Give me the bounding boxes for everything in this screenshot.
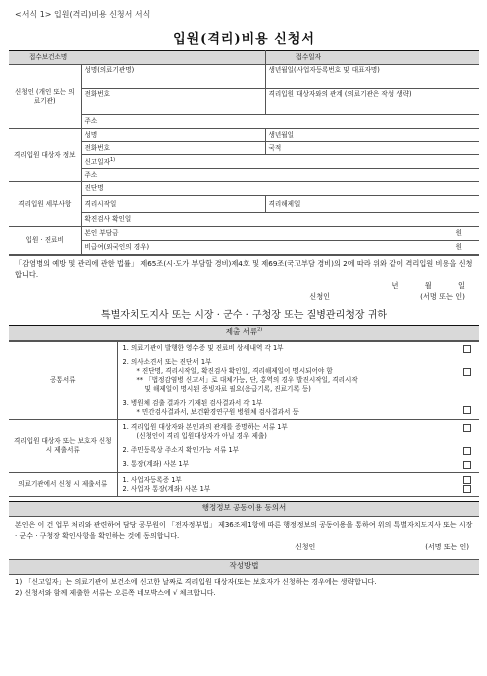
check-box[interactable]	[463, 424, 471, 432]
guardian-docs-checks	[455, 420, 479, 473]
form-header: <서식 1> 입원(격리)비용 신청서 서식	[15, 10, 151, 19]
date-line: 년 월 일	[391, 281, 465, 290]
patient-birth-field[interactable]: 생년월일	[265, 129, 479, 142]
diagnosis-field[interactable]: 진단명	[81, 182, 479, 196]
guide-item: 2) 신청서와 함께 제출한 서류는 오른쪽 네모박스에 √ 체크합니다.	[15, 589, 216, 597]
patient-address-field[interactable]: 주소	[81, 169, 479, 182]
noncovered-cost-field[interactable]: 비급여(외국인의 경우) 원	[81, 241, 479, 255]
patient-phone-field[interactable]: 전화번호	[81, 142, 265, 155]
patient-section: 격리입원 대상자 정보	[9, 129, 81, 182]
applicant-sign-line[interactable]: 신청인 (서명 또는 인)	[309, 292, 465, 301]
check-box[interactable]	[463, 461, 471, 469]
guardian-docs-label: 격리입원 대상자 또는 보호자 신청 시 제출서류	[9, 420, 117, 473]
applicant-relation-field[interactable]: 격리입원 대상자와의 관계 (의료기관은 작성 생략)	[265, 89, 479, 115]
docs-section-title: 제출 서류$^{2)}$	[9, 325, 479, 341]
recipient: 특별자치도지사 또는 시장 · 군수 · 구청장 또는 질병관리청장 귀하	[100, 310, 388, 321]
common-docs-list: 1. 의료기관이 발행한 영수증 및 진료비 상세내역 각 1부 2. 의사소견서 또는 진단서 1부 * 진단명, 격리시작일, 확진검사 확인일, 격리해제일이 명시되어야 함 ** 「법정감염병 신고서」로 대체가능, 단, 홍역의 경우 발진시작일, 격리시작 및 해제일이 명시된 증빙자료 필요(응급기록, 진료기록 등) 3. 병원체 검출 결과가 기재된 검사결과서 각 1부 * 민간검사결과서, 보건환경연구원 병원체 검사결과서 등	[117, 342, 455, 420]
check-box[interactable]	[463, 368, 471, 376]
consent-text: 본인은 이 건 업무 처리와 관련하여 담당 공무원이 「전자정부법」 제36조제1항에 따른 행정정보의 공동이용을 통하여 위의 특별자치도지사 또는 시장 · 군수 · 구청장 확인사항을 확인하는 것에 동의합니다.	[15, 521, 473, 540]
statement-text: 「감염병의 예방 및 관리에 관한 법률」 제65조(시·도가 부담할 경비)제4호 및 제69조(국고부담 경비)의 2에 따라 위와 같이 격리입원 비용을 신청합니다.	[15, 259, 473, 279]
receipt-office: 접수보건소명	[9, 51, 265, 65]
hospital-docs-list: 1. 사업자등록증 1부 2. 사업자 통장(계좌) 사본 1부	[117, 473, 455, 497]
applicant-birth-field[interactable]: 생년월일(사업자등록번호 및 대표자명)	[265, 65, 479, 89]
test-date-field[interactable]: 확진검사 확인일	[81, 213, 479, 227]
consent-sign-line[interactable]: 신청인 (서명 또는 인)	[294, 543, 469, 551]
guide-item: 1) 「신고일자」는 의료기관이 보건소에 신고한 날짜로 격리입원 대상자(또는 보호자가 신청하는 경우에는 생략합니다.	[15, 578, 377, 586]
isolation-start-field[interactable]: 격리시작일	[81, 196, 265, 213]
check-box[interactable]	[463, 345, 471, 353]
hospital-docs-label: 의료기관에서 신청 시 제출서류	[9, 473, 117, 497]
check-box[interactable]	[463, 476, 471, 484]
own-cost-field[interactable]: 본인 부담금 원	[81, 227, 479, 241]
receipt-date: 접수일자	[265, 51, 479, 65]
patient-name-field[interactable]: 성명	[81, 129, 265, 142]
isolation-end-field[interactable]: 격리해제일	[265, 196, 479, 213]
info-table	[9, 50, 479, 255]
check-box[interactable]	[463, 447, 471, 455]
hospital-docs-checks	[455, 473, 479, 497]
detail-section: 격리입원 세부사항	[9, 182, 81, 227]
patient-nationality-field[interactable]: 국적	[265, 142, 479, 155]
form-page	[9, 0, 479, 599]
common-docs-label: 공통서류	[9, 342, 117, 420]
check-box[interactable]	[463, 406, 471, 414]
check-box[interactable]	[463, 485, 471, 493]
common-docs-checks	[455, 342, 479, 420]
consent-section-title: 행정정보 공동이용 동의서	[9, 501, 479, 517]
applicant-address-field[interactable]: 주소	[81, 115, 479, 129]
cost-section: 입원 · 진료비	[9, 227, 81, 255]
applicant-phone-field[interactable]: 전화번호	[81, 89, 265, 115]
guide-section-title: 작성방법	[9, 559, 479, 575]
guardian-docs-list: 1. 격리입원 대상자와 본인과의 관계를 증명하는 서류 1부 (신청인이 격리 입원대상자가 아닐 경우 제출) 2. 주민등록상 주소지 확인가능 서류 1부 3. 통장(계좌) 사본 1부	[117, 420, 455, 473]
form-title: 입원(격리)비용 신청서	[173, 32, 315, 47]
docs-table	[9, 341, 479, 497]
applicant-name-field[interactable]: 성명(의료기관명)	[81, 65, 265, 89]
applicant-section: 신청인 (개인 또는 의료기관)	[9, 65, 81, 129]
patient-report-date-field[interactable]: 신고일자$^{1)}$	[81, 155, 479, 169]
